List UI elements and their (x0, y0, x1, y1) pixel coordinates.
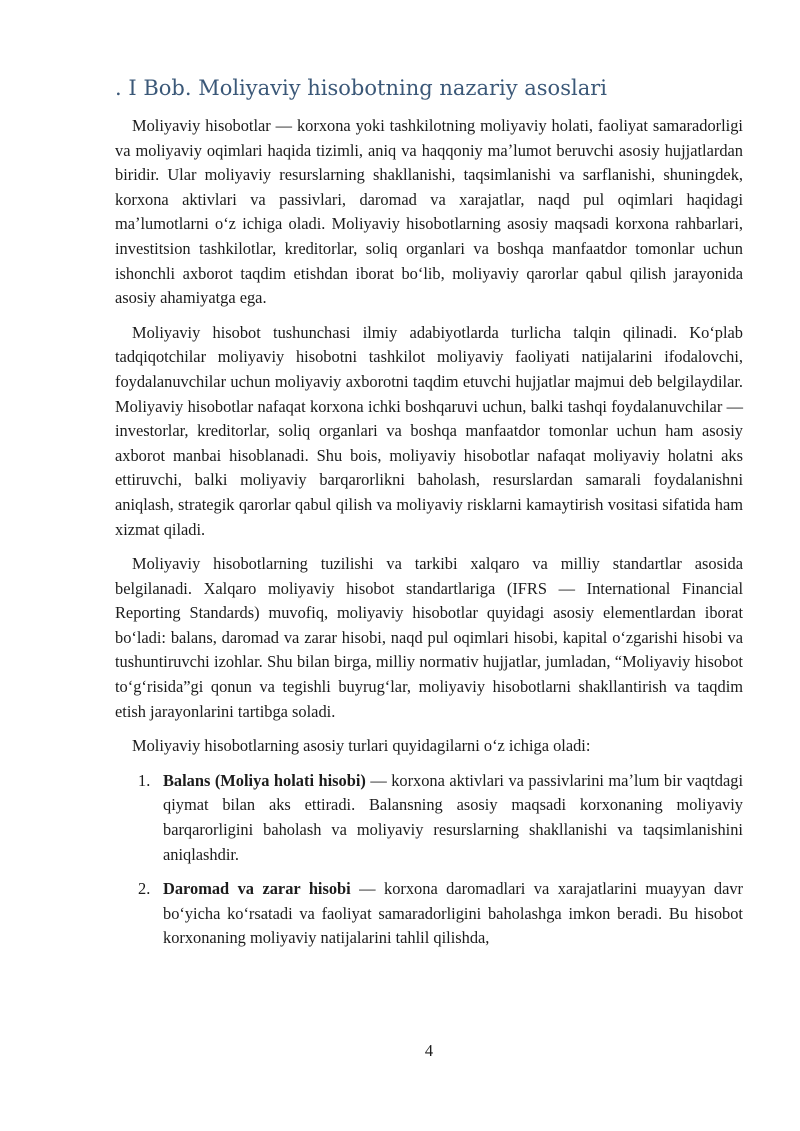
list-item-term: Balans (Moliya holati hisobi) (163, 770, 366, 790)
body-text (115, 114, 743, 961)
paragraph-4: Moliyaviy hisobotlarning asosiy turlari quyidagilarni oʻz ichiga oladi: (132, 736, 591, 756)
list-item-number: 1. (138, 770, 151, 790)
paragraph-1: Moliyaviy hisobotlar — korxona yoki tashkilotning moliyaviy holati, faoliyat samaradorligi va moliyaviy oqimlari haqida tizimli, aniq va haqqoniy maʼlumot beruvchi asosiy hujjatlardan biridir. Ular moliyaviy resurslarning shakllanishi, taqsimlanishi va sarflanishi, shuningdek, korxona aktivlari va passivlari, daromad va xarajatlar, naqd pul oqimlari haqidagi maʼlumotlarni oʻz ichiga oladi. Moliyaviy hisobotlarning asosiy maqsadi korxona rahbarlari, investitsion tashkilotlar, kreditorlar, soliq organlari va boshqa manfaatdor tomonlar uchun ishonchli axborot taqdim etishdan iborat boʻlib, moliyaviy qarorlar qabul qilish jarayonida asosiy ahamiyatga ega. (115, 116, 743, 308)
report-types-list (115, 769, 743, 951)
list-item-number: 2. (138, 879, 151, 899)
list-item (115, 769, 743, 867)
list-item-term: Daromad va zarar hisobi (163, 879, 351, 899)
list-item-text: — korxona daromadlari va xarajatlarini muayyan davr boʻyicha koʻrsatadi va faoliyat samaradorligini baholashga imkon beradi. Bu hisobot korxonaning moliyaviy natijalarini tahlil qilishda, (163, 879, 743, 948)
list-item-text: — korxona aktivlari va passivlarini maʼlum bir vaqtdagi qiymat bilan aks ettiradi. Balansning asosiy maqsadi korxonaning moliyaviy barqarorligini baholash va moliyaviy resurslarning shakllanishi va taqsimlanishini aniqlashdir. (163, 770, 743, 864)
paragraph-3: Moliyaviy hisobotlarning tuzilishi va tarkibi xalqaro va milliy standartlar asosida belgilanadi. Xalqaro moliyaviy hisobot standartlariga (IFRS — International Financial Reporting Standards) muvofiq, moliyaviy hisobotlar quyidagi asosiy elementlardan iborat boʻladi: balans, daromad va zarar hisobi, naqd pul oqimlari hisobi, kapital oʻzgarishi hisobi va tushuntiruvchi izohlar. Shu bilan birga, milliy normativ hujjatlar, jumladan, “Moliyaviy hisobot toʻgʻrisida”gi qonun va tegishli buyrugʻlar, moliyaviy hisobotlarni shakllantirish va taqdim etish jarayonlarini tartibga soladi. (115, 554, 743, 721)
chapter-heading: . I Bob. Moliyaviy hisobotning nazariy asoslari (115, 76, 607, 100)
paragraph-2: Moliyaviy hisobot tushunchasi ilmiy adabiyotlarda turlicha talqin qilinadi. Koʻplab tadqiqotchilar moliyaviy hisobotni tashkilot moliyaviy faoliyati natijalarini ifodalovchi, foydalanuvchilar uchun moliyaviy axborotni taqdim etuvchi hujjatlar majmui deb belgilaydilar. Moliyaviy hisobotlar nafaqat korxona ichki boshqaruvi uchun, balki tashqi foydalanuvchilar — investorlar, kreditorlar, soliq organlari va boshqa manfaatdor tomonlar uchun ham asosiy axborot manbai hisoblanadi. Shu bois, moliyaviy hisobotlar nafaqat moliyaviy holatni aks ettiruvchi, balki moliyaviy barqarorlikni baholash, resurslardan samarali foydalanishni aniqlash, strategik qarorlar qabul qilish va moliyaviy risklarni kamaytirish vositasi sifatida ham xizmat qiladi. (115, 322, 743, 539)
page-number: 4 (424, 1041, 434, 1060)
list-item (115, 877, 743, 951)
